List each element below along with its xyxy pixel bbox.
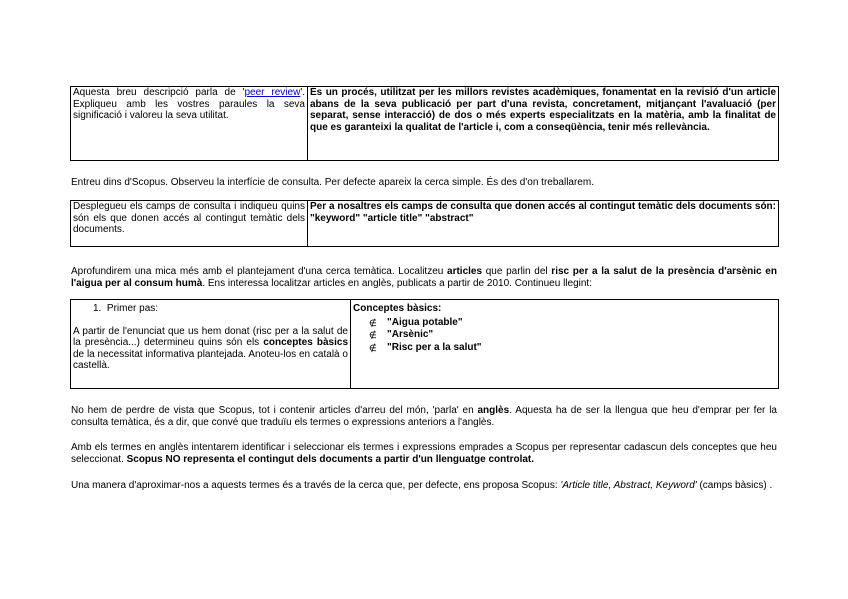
consult-fields-table — [70, 200, 779, 247]
bullet-icon: ∉ — [369, 342, 377, 353]
first-step-question — [71, 300, 351, 389]
thematic-search-paragraph: Aprofundirem una mica més amb el plantejament d'una cerca temàtica. Localitzeu articles que parlin del risc per a la salut de la presència d'arsènic en l'aigua per al consum humà. Ens interessa localitzar articles en anglès, publicats a partir de 2010. Continueu llegint: — [71, 266, 777, 289]
step-instructions: A partir de l'enunciat que us hem donat (risc per a la salut de la presència...) determineu quins són els conceptes bàsics de la necessitat informativa plantejada. Anoteu-los en català o castellà. — [73, 325, 348, 371]
consult-fields-question: Desplegueu els camps de consulta i indiqueu quins són els que donen accés al contingut temàtic dels documents. — [71, 201, 308, 247]
scopus-intro-paragraph: Entreu dins d'Scopus. Observeu la interfície de consulta. Per defecte apareix la cerca simple. És des d'on treballarem. — [71, 177, 594, 188]
default-search-paragraph: Una manera d'aproximar-nos a aquests termes és a través de la cerca que, per defecte, ens proposa Scopus: 'Article title, Abstract, Keyword' (camps bàsics) . — [71, 480, 773, 491]
peer-review-table — [70, 86, 779, 161]
peer-review-answer[interactable]: És un procés, utilitzat per les millors revistes acadèmiques, fonamentat en la revisió d'un article abans de la seva publicació per part d'una revista, concretament, mitjançant l'avaluació (per separat, sense interacció) de dos o més experts especialitzats en la matèria, amb la finalitat de que es garanteixi la qualitat de l'article i, com a conseqüència, tenir més rellevància. — [308, 87, 779, 161]
peer-review-link[interactable]: peer review — [244, 87, 301, 98]
concepts-title: Conceptes bàsics: — [353, 303, 442, 314]
english-language-paragraph: No hem de perdre de vista que Scopus, tot i contenir articles d'arreu del món, 'parla' en anglès. Aquesta ha de ser la llengua que heu d'emprar per fer la consulta temàtica, és a dir, que convé que traduïu els termes o expressions anteriors a l'anglès. — [71, 405, 777, 428]
concept-item: ∉ "Arsènic" — [369, 329, 434, 340]
first-step-table — [70, 299, 779, 389]
concept-item: ∉ "Aigua potable" — [369, 316, 463, 328]
peer-review-question: Aquesta breu descripció parla de 'peer review'. Expliqueu amb les vostres paraules la seva significació i valoreu la seva utilitat. — [71, 87, 308, 161]
bullet-icon: ∉ — [369, 330, 377, 340]
step-heading: 1. Primer pas: — [93, 303, 159, 314]
concept-item: ∉ "Risc per a la salut" — [369, 341, 482, 353]
english-terms-paragraph: Amb els termes en anglès intentarem identificar i seleccionar els termes i expressions emprades a Scopus per representar cadascun dels conceptes que heu seleccionat. Scopus NO representa el contingut dels documents a partir d'un llenguatge controlat. — [71, 442, 777, 465]
basic-concepts-answer[interactable] — [351, 300, 779, 389]
bullet-icon: ∉ — [369, 317, 377, 328]
consult-fields-answer[interactable]: Per a nosaltres els camps de consulta que donen accés al contingut temàtic dels documents són: "keyword" "article title" "abstract" — [308, 201, 779, 247]
concepts-list — [353, 317, 776, 355]
